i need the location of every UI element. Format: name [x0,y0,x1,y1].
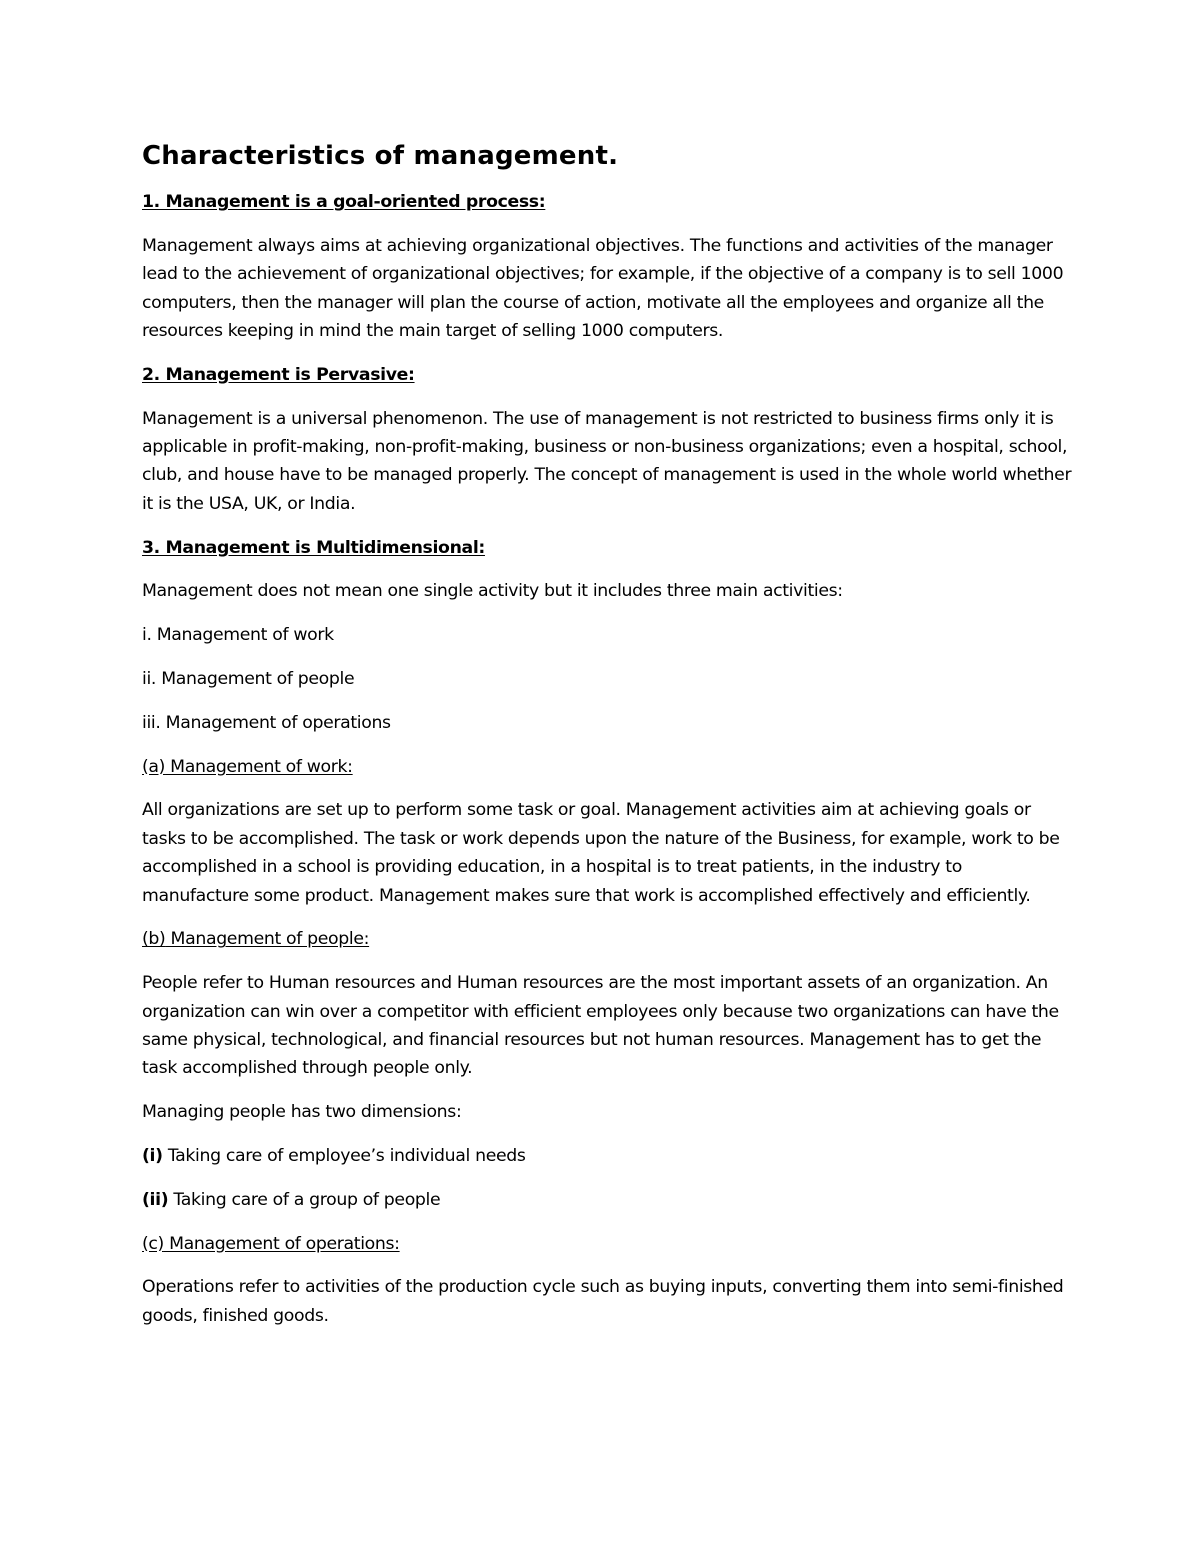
dimension-label: (i) [142,1146,163,1167]
section-paragraph-multidimensional: Management does not mean one single activity but it includes three main activities: [142,581,843,602]
page-title: Characteristics of management. [142,141,619,171]
subsection-paragraph-operations: Operations refer to activities of the production cycle such as buying inputs, converting them into semi-finished goods, finished goods. [142,1277,1064,1326]
subsection-heading-operations [142,1230,1072,1258]
list-item: iii. Management of operations [142,712,391,733]
section-heading-goal-oriented: 1. Management is a goal-oriented process: [142,192,546,212]
subsection-title: Management of operations: [163,1233,400,1254]
subsection-title: Management of work: [165,756,353,777]
list-item: ii. Management of people [142,669,355,690]
dimension-text: Taking care of employee’s individual needs [162,1146,526,1167]
subsection-paragraph-people: People refer to Human resources and Human resources are the most important assets of an organization. An organization can win over a competitor with efficient employees only because two organizations can have the same physical, technological, and financial resources but not human resources. Management has to get the task accomplished through people only. [142,973,1059,1079]
list-item: i. Management of work [142,625,334,646]
dimension-item [142,1186,1072,1214]
subsection-heading-people [142,925,1072,953]
subsection-title: Management of people: [165,929,370,950]
section-paragraph-goal-oriented: Management always aims at achieving organizational objectives. The functions and activities of the manager lead to the achievement of organizational objectives; for example, if the objective of a company is to sell 1000 computers, then the manager will plan the course of action, motivate all the employees and organize all the resources keeping in mind the main target of selling 1000 computers. [142,235,1064,342]
subsection-label: (a) [142,756,166,777]
section-paragraph-pervasive: Management is a universal phenomenon. The use of management is not restricted to business firms only it is applicable in profit-making, non-profit-making, business or non-business organizations; even a hospital, school, club, and house have to be managed properly. The concept of management is used in the whole world whether it is the USA, UK, or India. [142,408,1072,514]
subsection-paragraph-work: All organizations are set up to perform some task or goal. Management activities aim at achieving goals or tasks to be accomplished. The task or work depends upon the nature of the Business, for example, work to be accomplished in a school is providing education, in a hospital is to treat patients, in the industry to manufacture some product. Management makes sure that work is accomplished effectively and efficiently. [142,800,1060,906]
subsection-heading-work [142,753,1072,781]
dimension-text: Taking care of a group of people [168,1189,441,1210]
dimension-label: (ii) [142,1189,169,1210]
section-heading-multidimensional: 3. Management is Multidimensional: [142,537,485,558]
dimension-item [142,1142,1072,1170]
dimensions-intro: Managing people has two dimensions: [142,1102,462,1123]
document-body [142,138,1072,1346]
section-heading-pervasive: 2. Management is Pervasive: [142,364,415,385]
subsection-label: (c) [142,1233,164,1254]
subsection-label: (b) [142,929,166,950]
